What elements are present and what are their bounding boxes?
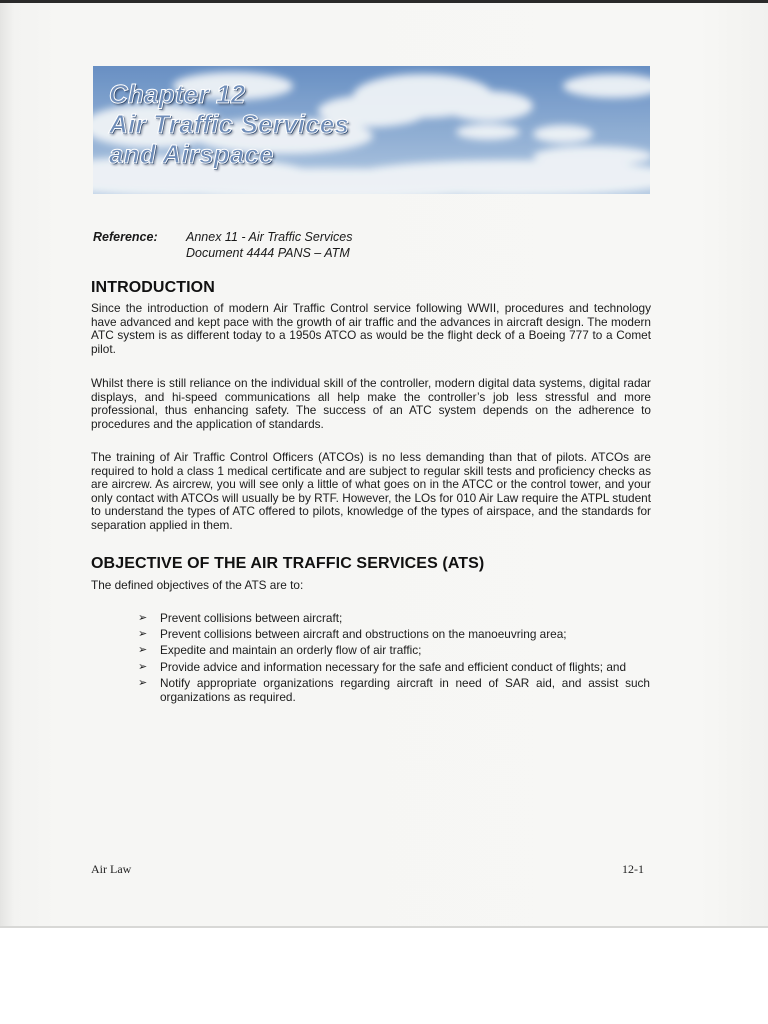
objectives-heading: OBJECTIVE OF THE AIR TRAFFIC SERVICES (ATS) xyxy=(91,555,485,572)
introduction-heading: INTRODUCTION xyxy=(91,279,215,296)
arrow-bullet-icon: ➢ xyxy=(138,612,148,624)
list-item-text: Prevent collisions between aircraft and obstructions on the manoeuvring area; xyxy=(160,627,567,642)
reference-item: Annex 11 - Air Traffic Services xyxy=(186,230,353,244)
arrow-bullet-icon: ➢ xyxy=(138,660,148,673)
list-item xyxy=(138,643,650,657)
list-item-text: Provide advice and information necessary for the safe and efficient conduct of flights; and xyxy=(160,659,627,674)
footer-book-title: Air Law xyxy=(91,862,132,876)
scan-bottom-edge xyxy=(0,926,768,928)
chapter-name-line-2: and Airspace xyxy=(109,139,274,169)
objectives-intro: The defined objectives of the ATS are to: xyxy=(91,578,304,592)
list-item xyxy=(138,611,650,625)
chapter-banner xyxy=(93,66,650,194)
objectives-list xyxy=(138,611,650,706)
list-item xyxy=(138,676,650,704)
arrow-bullet-icon: ➢ xyxy=(138,676,148,689)
reference-list xyxy=(186,229,353,261)
intro-paragraph-1: Since the introduction of modern Air Traffic Control service following WWII, procedures and technology have advanced and kept pace with the growth of air traffic and the advances in aircraft design. The modern ATC system is as different today to a 1950s ATCO as would be the flight deck of a Boeing 777 to a Comet pilot. xyxy=(91,301,651,356)
list-item-text: Notify appropriate organizations regarding aircraft in need of SAR aid, and assist such organizations as required. xyxy=(160,675,650,704)
list-item xyxy=(138,627,650,641)
reference-item: Document 4444 PANS – ATM xyxy=(186,246,350,260)
chapter-name-line-1: Air Traffic Services xyxy=(109,109,350,139)
arrow-bullet-icon: ➢ xyxy=(138,628,148,641)
arrow-bullet-icon: ➢ xyxy=(138,644,148,657)
footer-page-number: 12-1 xyxy=(622,862,644,876)
list-item xyxy=(138,660,650,674)
list-item-text: Expedite and maintain an orderly flow of air traffic; xyxy=(160,643,422,658)
list-item-text: Prevent collisions between aircraft; xyxy=(160,611,343,625)
chapter-number: Chapter 12 xyxy=(109,79,246,109)
intro-paragraph-3: The training of Air Traffic Control Officers (ATCOs) is no less demanding than that of pilots. ATCOs are required to hold a class 1 medical certificate and are subject to regular skill tests and proficiency checks as are aircrew. As aircrew, you will see only a little of what goes on in the ATCC or the control tower, and your only contact with ATCOs will usually be by RTF. However, the LOs for 010 Air Law require the ATPL student to understand the types of ATC offered to pilots, knowledge of the types of airspace, and the standards for separation applied in them. xyxy=(91,450,651,532)
scan-top-edge xyxy=(0,0,768,3)
intro-paragraph-2: Whilst there is still reliance on the individual skill of the controller, modern digital data systems, digital radar displays, and hi-speed communications all help make the controller’s job less stressful and more professional, thus enhancing safety. The success of an ATC system depends on the adherence to procedures and the application of standards. xyxy=(91,376,651,431)
chapter-title xyxy=(109,79,349,169)
reference-label: Reference: xyxy=(93,230,158,244)
